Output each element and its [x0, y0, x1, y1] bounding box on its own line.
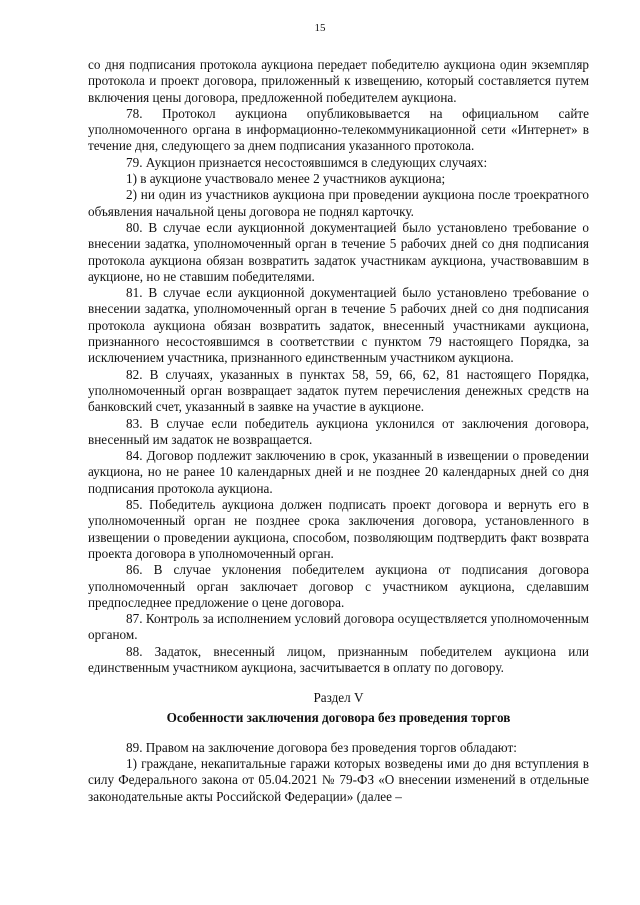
paragraph: 81. В случае если аукционной документацией было установлено требование о внесении задатка, уполномоченный орган в течение 5 рабочих дней со дня подписания протокола аукциона обязан возвратить задаток, внесенный участниками аукциона, признанного несостоявшимся в соответствии с пунктом 79 настоящего Порядка, за исключением участника, признанного единственным участником аукциона.: [88, 285, 589, 366]
paragraph: 1) граждане, некапитальные гаражи которых возведены ими до дня вступления в силу Федерального закона от 05.04.2021 № 79-ФЗ «О внесении изменений в отдельные законодательные акты Российской Федерации» (далее –: [88, 756, 589, 804]
paragraph: 79. Аукцион признается несостоявшимся в следующих случаях:: [126, 154, 488, 170]
paragraphs-before: [88, 57, 589, 676]
paragraphs-after: [88, 740, 589, 805]
paragraph: 84. Договор подлежит заключению в срок, указанный в извещении о проведении аукциона, но не ранее 10 календарных дней и не позднее 20 календарных дней со дня подписания протокола аукциона.: [88, 448, 589, 496]
section-title: Раздел V: [313, 690, 364, 706]
paragraph: 83. В случае если победитель аукциона уклонился от заключения договора, внесенный им задаток не возвращается.: [88, 415, 589, 447]
paragraph: 82. В случаях, указанных в пунктах 58, 59, 66, 62, 81 настоящего Порядка, уполномоченный орган возвращает задаток путем перечисления денежных средств на банковский счет, указанный в заявке на участие в аукционе.: [88, 366, 589, 415]
paragraph: 87. Контроль за исполнением условий договора осуществляется уполномоченным органом.: [88, 611, 589, 643]
page-number: 15: [314, 22, 326, 34]
paragraph: со дня подписания протокола аукциона передает победителю аукциона один экземпляр протокола и проект договора, приложенный к извещению, который составляется путем включения цены договора, предложенной победителем аукциона.: [88, 57, 589, 105]
paragraph: 85. Победитель аукциона должен подписать проект договора и вернуть его в уполномоченный орган не позднее срока заключения договора, установленного в извещении о проведении аукциона, способом, позволяющим подтвердить факт возврата проекта договора в уполномоченный орган.: [88, 497, 589, 561]
paragraph: 88. Задаток, внесенный лицом, признанным победителем аукциона или единственным участником аукциона, засчитывается в оплату по договору.: [88, 643, 589, 675]
paragraph: 78. Протокол аукциона опубликовывается на официальном сайте уполномоченного органа в информационно-телекоммуникационной сети «Интернет» в течение дня, следующего за днем подписания указанного протокола.: [88, 105, 589, 154]
paragraph: 1) в аукционе участвовало менее 2 участников аукциона;: [126, 171, 446, 187]
section-subtitle: Особенности заключения договора без проведения торгов: [166, 709, 511, 725]
paragraph: 80. В случае если аукционной документацией было установлено требование о внесении задатка, уполномоченный орган в течение 5 рабочих дней со дня подписания протокола аукциона обязан возвратить задаток участникам аукциона, участвовавшим в аукционе, но не ставшим победителями.: [88, 219, 589, 284]
paragraph: 2) ни один из участников аукциона при проведении аукциона после троекратного объявления начальной цены договора не поднял карточку.: [88, 187, 589, 219]
paragraph: 86. В случае уклонения победителем аукциона от подписания договора уполномоченный орган заключает договор с участником аукциона, сделавшим предпоследнее предложение о цене договора.: [88, 562, 589, 610]
paragraph: 89. Правом на заключение договора без проведения торгов обладают:: [126, 739, 517, 755]
document-body: [88, 57, 589, 805]
